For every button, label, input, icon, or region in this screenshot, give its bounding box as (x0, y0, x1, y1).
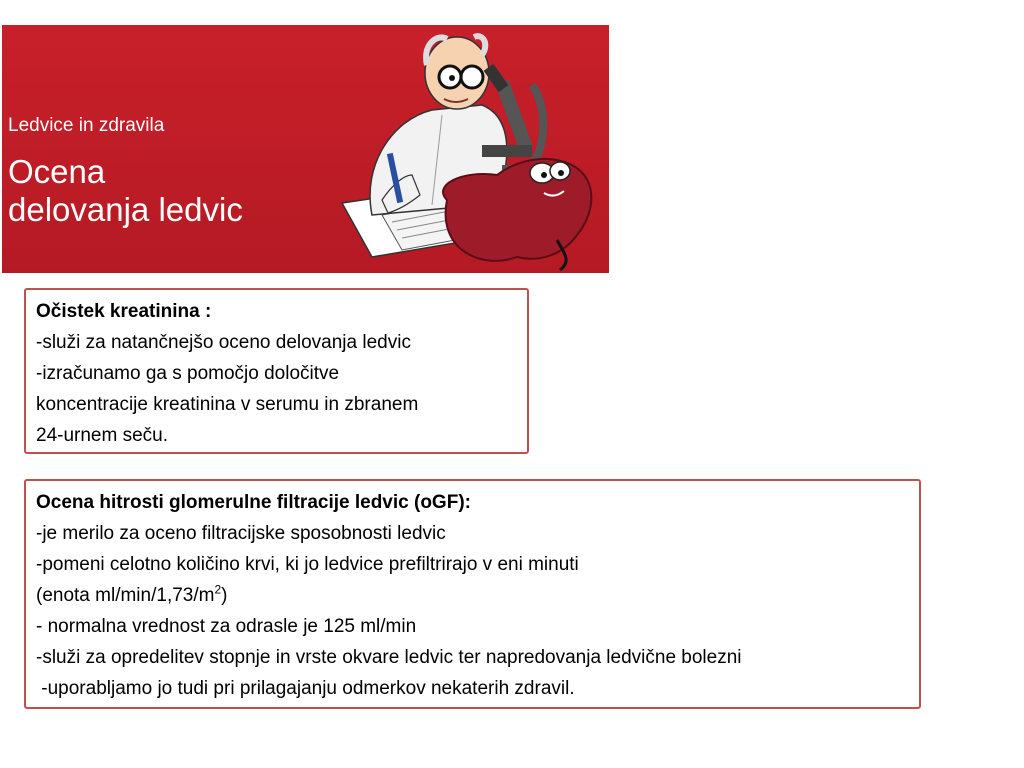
gfr-estimation-box (24, 479, 921, 709)
doctor-kidney-illustration (332, 25, 609, 273)
box-text-line: koncentracije kreatinina v serumu in zbranem (36, 394, 419, 415)
box-text-line: -služi za opredelitev stopnje in vrste okvare ledvic ter napredovanja ledvične bolezni (36, 647, 742, 668)
banner-title-line: delovanja ledvic (8, 191, 243, 228)
unit-prefix: (enota ml/min/1,73/m (36, 585, 215, 606)
box-text-line: 24-urnem seču. (36, 425, 169, 446)
header-banner (2, 25, 609, 273)
box-heading: Ocena hitrosti glomerulne filtracije ledvic (oGF): (36, 492, 471, 513)
box-text-line: -izračunamo ga s pomočjo določitve (36, 363, 340, 384)
box-text-line: -pomeni celotno količino krvi, ki jo ledvice prefiltrirajo v eni minuti (36, 554, 579, 575)
banner-subtitle: Ledvice in zdravila (8, 115, 165, 136)
creatinine-clearance-box (24, 288, 529, 454)
unit-superscript: 2 (214, 582, 222, 597)
banner-title (8, 153, 243, 229)
unit-suffix: ) (221, 585, 228, 606)
box-heading: Očistek kreatinina : (36, 301, 212, 322)
banner-title-line: Ocena (8, 153, 106, 190)
box-text-line: -uporabljamo jo tudi pri prilagajanju odmerkov nekaterih zdravil. (36, 678, 575, 699)
box-text-line: -služi za natančnejšo oceno delovanja ledvic (36, 332, 411, 353)
box-text-line: -je merilo za oceno filtracijske sposobnosti ledvic (36, 523, 446, 544)
unit-line (36, 580, 909, 611)
box-text-line: - normalna vrednost za odrasle je 125 ml/min (36, 616, 417, 637)
